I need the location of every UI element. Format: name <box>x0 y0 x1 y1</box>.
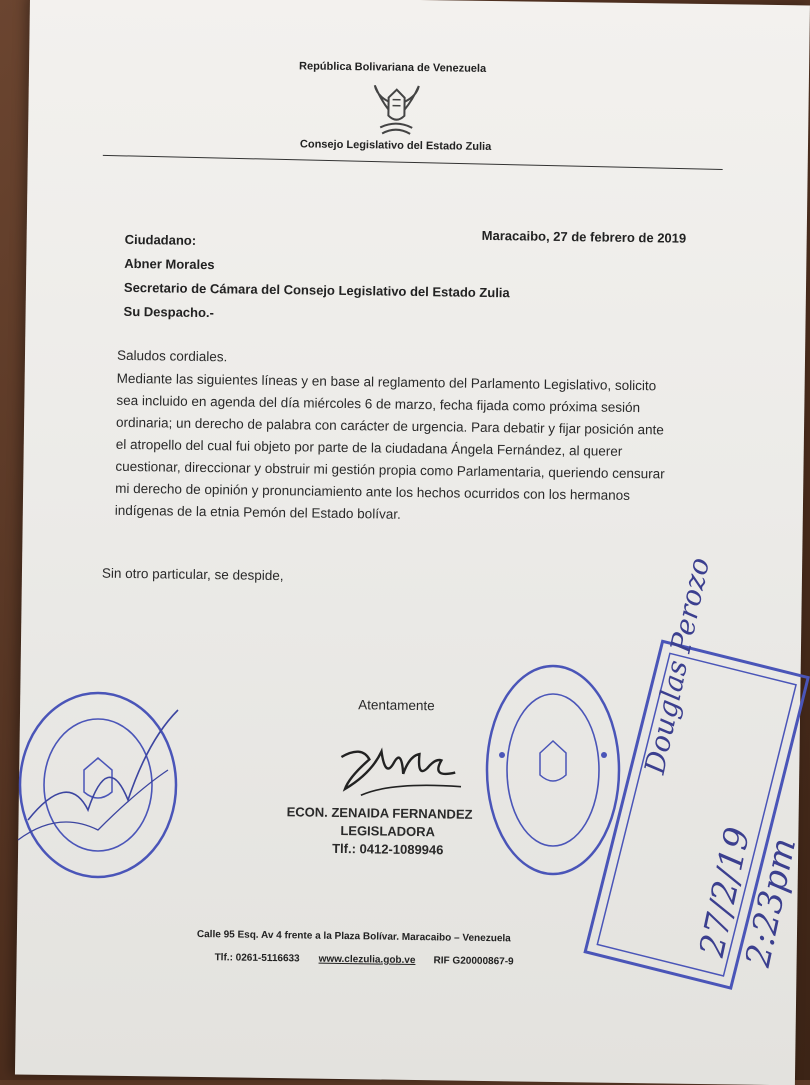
official-stamp-left <box>8 680 188 890</box>
footer-phone: Tlf.: 0261-5116633 <box>214 952 300 965</box>
header-divider <box>103 155 723 170</box>
body-line: cuestionar, direccionar y obstruir mi gestión propia como Parlamentaria, queriendo censurar <box>115 458 665 482</box>
recipient-salutation: Ciudadano: <box>124 231 197 248</box>
body-line: mi derecho de opinión y pronunciamiento ante los hechos ocurridos con los hermanos <box>115 480 631 503</box>
letter-date: Maracaibo, 27 de febrero de 2019 <box>481 227 687 246</box>
body-line: sea incluido en agenda del día miércoles 6 de marzo, fecha fijada como próxima sesión <box>116 392 641 416</box>
body-line: indígenas de la etnia Pemón del Estado bolívar. <box>114 502 401 522</box>
closing-line: Sin otro particular, se despide, <box>101 565 284 584</box>
body-line: el atropello del cual fui objeto por parte de la ciudadana Ángela Fernández, al querer <box>115 436 623 459</box>
received-time: 2:23pm <box>738 834 805 971</box>
signer-phone: Tlf.: 0412-1089946 <box>332 840 444 858</box>
received-by-name: Douglas Perozo <box>638 554 717 777</box>
recipient-office: Su Despacho.- <box>123 303 215 321</box>
received-date: 27/2/19 <box>692 823 759 961</box>
header-republic: República Bolivariana de Venezuela <box>298 60 487 75</box>
header-council: Consejo Legislativo del Estado Zulia <box>299 138 492 154</box>
crest-icon <box>366 81 427 142</box>
recipient-title: Secretario de Cámara del Consejo Legislativo del Estado Zulia <box>123 279 510 301</box>
greeting: Saludos cordiales. <box>116 347 228 365</box>
footer-rif: RIF G20000867-9 <box>433 955 514 968</box>
regards-line: Atentamente <box>358 697 435 714</box>
signer-name: ECON. ZENAIDA FERNANDEZ <box>286 804 473 822</box>
recipient-name: Abner Morales <box>124 255 215 273</box>
footer-address: Calle 95 Esq. Av 4 frente a la Plaza Bolívar. Maracaibo – Venezuela <box>196 928 511 945</box>
signature-scribble <box>331 737 472 809</box>
footer-website: www.clezulia.gob.ve <box>318 953 416 967</box>
body-line: Mediante las siguientes líneas y en base al reglamento del Parlamento Legislativo, solicito <box>116 370 657 394</box>
body-line: ordinaria; un derecho de palabra con carácter de urgencia. Para debatir y fijar posición ante <box>115 414 664 438</box>
signer-role: LEGISLADORA <box>340 822 436 840</box>
